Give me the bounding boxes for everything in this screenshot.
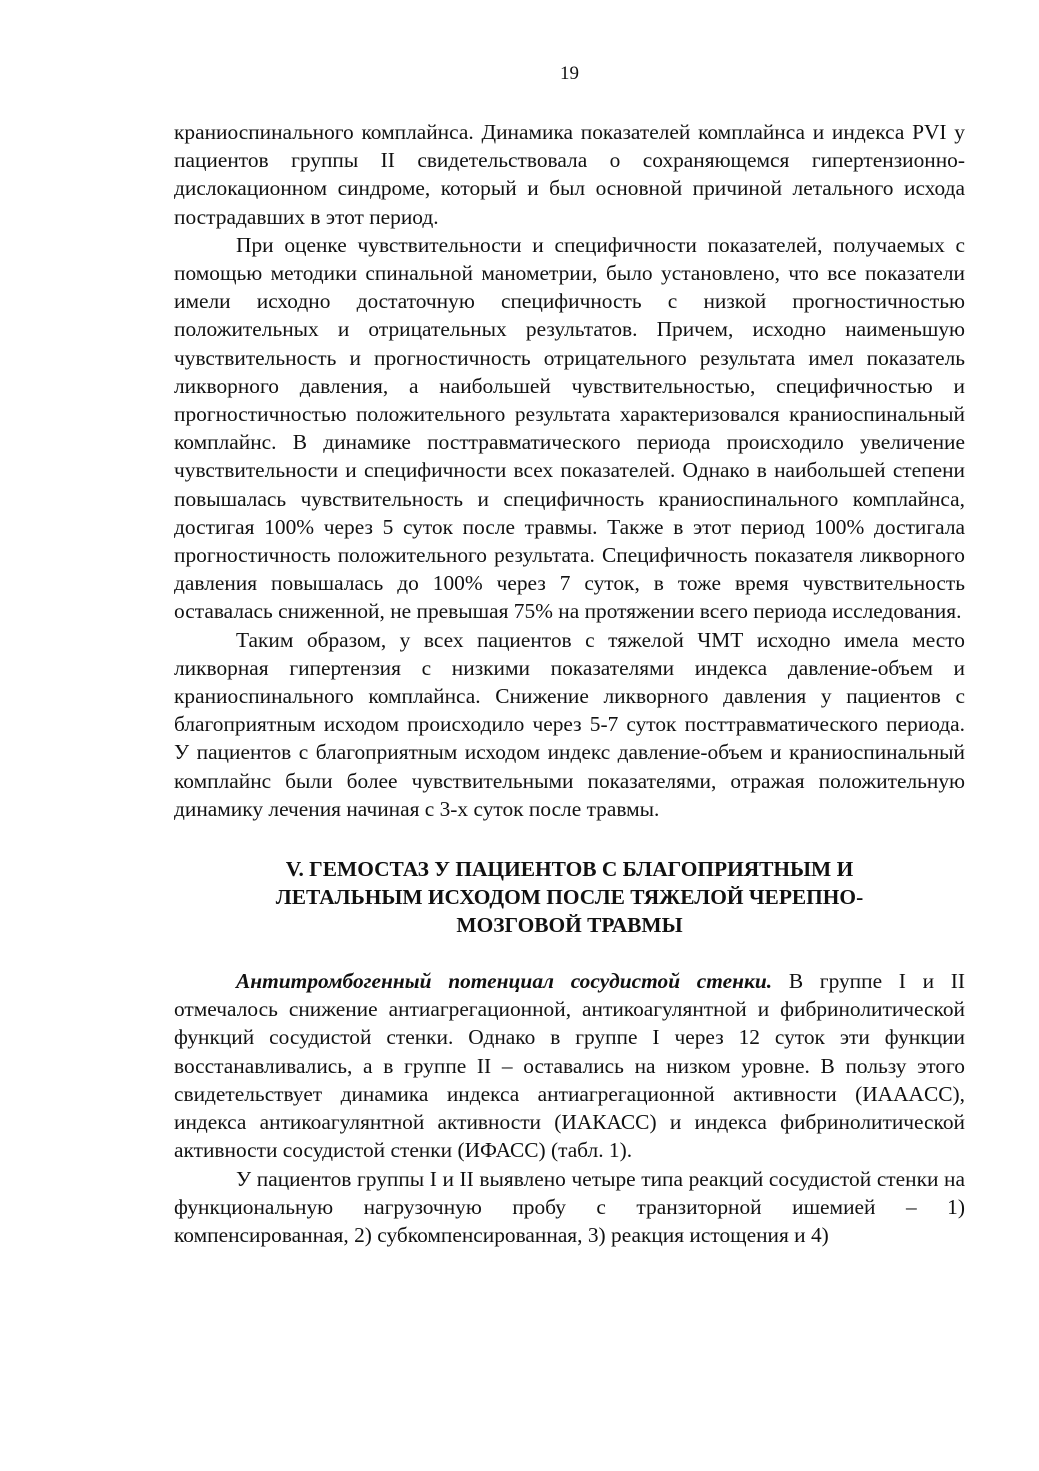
- section-heading: [174, 855, 965, 939]
- paragraph-lead-in: Антитромбогенный потенциал сосудистой стенки.: [236, 969, 773, 994]
- paragraph-reaction-types: У пациентов группы I и II выявлено четыре типа реакций сосудистой стенки на функциональную нагрузочную пробу с транзиторной ишемией – 1) компенсированная, 2) субкомпенсированная, 3) реакция истощения и 4): [174, 1166, 965, 1247]
- paragraph-body: В группе I и II отмечалось снижение антиагрегационной, антикоагулянтной и фибринолитической функций сосудистой стенки. Однако в группе I через 12 суток эти функции восстанавливались, а в группе II – оставались на низком уровне. В пользу этого свидетельствует динамика индекса антиагрегационной активности (ИААACC), индекса антикоагулянтной активности (ИАКАСС) и индекса фибринолитической активности сосудистой стенки (ИФАСС) (табл. 1).: [174, 969, 965, 1163]
- paragraph-conclusion: Таким образом, у всех пациентов с тяжелой ЧМТ исходно имела место ликворная гипертензия с низкими показателями индекса давление-объем и краниоспинального комплайнса. Снижение ликворного давления у пациентов с благоприятным исходом происходило через 5-7 суток посттравматического периода. У пациентов с благоприятным исходом индекс давление-объем и краниоспинальный комплайнс были более чувствительными показателями, отражая положительную динамику лечения начиная с 3-х суток после травмы.: [174, 627, 965, 821]
- section-heading-line: ЛЕТАЛЬНЫМ ИСХОДОМ ПОСЛЕ ТЯЖЕЛОЙ ЧЕРЕПНО-: [275, 885, 864, 910]
- section-heading-line: V. ГЕМОСТАЗ У ПАЦИЕНТОВ С БЛАГОПРИЯТНЫМ И: [285, 857, 854, 882]
- document-page: [174, 60, 965, 1249]
- page-number: 19: [560, 63, 579, 84]
- paragraph-antithrombogenic: [174, 967, 965, 1164]
- paragraph-continuation: краниоспинального комплайнса. Динамика показателей комплайнса и индекса PVI у пациентов группы II свидетельствовала о сохраняющемся гипертензионно-дислокационном синдроме, который и был основной причиной летального исхода пострадавших в этот период.: [174, 120, 965, 229]
- paragraph-sensitivity: При оценке чувствительности и специфичности показателей, получаемых с помощью методики спинальной манометрии, было установлено, что все показатели имели исходно достаточную специфичность с низкой прогностичностью положительных и отрицательных результатов. Причем, исходно наименьшую чувствительность и прогностичность отрицательного результата имел показатель ликворного давления, а наибольшей чувствительностью, специфичностью и прогностичностью положительного результата характеризовался краниоспинальный комплайнс. В динамике посттравматического периода происходило увеличение чувствительности и специфичности всех показателей. Однако в наибольшей степени повышалась чувствительность и специфичность краниоспинального комплайнса, достигая 100% через 5 суток после травмы. Также в этот период 100% достигала прогностичность положительного результата. Специфичность показателя ликворного давления повышалась до 100% через 7 суток, в тоже время чувствительность оставалась сниженной, не превышая 75% на протяжении всего периода исследования.: [174, 232, 965, 624]
- section-heading-line: МОЗГОВОЙ ТРАВМЫ: [456, 913, 683, 938]
